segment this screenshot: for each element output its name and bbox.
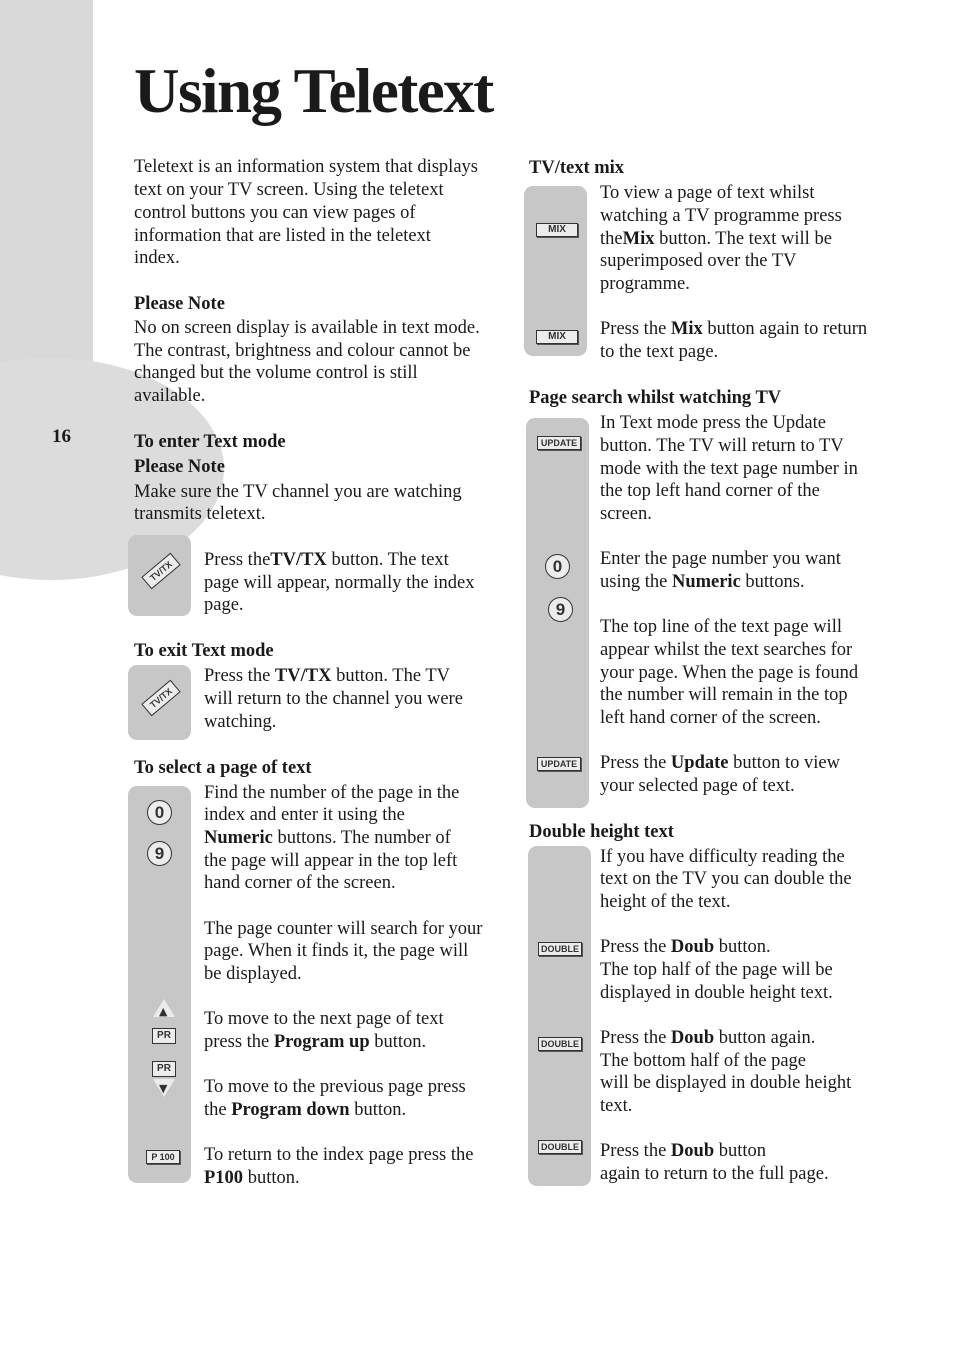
search-line: the top left hand corner of the	[600, 481, 820, 501]
double-line: The bottom half of the page	[600, 1051, 807, 1071]
double-line: text.	[600, 1096, 633, 1116]
exit-text-line: Press the TV/TX button. The TV	[204, 666, 451, 686]
enter-note-line: transmits teletext.	[134, 504, 266, 524]
select-line: be displayed.	[204, 964, 302, 984]
page-search-heading: Page search whilst watching TV	[529, 388, 782, 408]
mix-line: superimposed over the TV	[600, 251, 797, 271]
search-line: your selected page of text.	[600, 776, 795, 796]
pr-label: PR	[152, 1061, 176, 1077]
side-band	[0, 0, 93, 400]
double-line: will be displayed in double height	[600, 1073, 852, 1093]
mix-line: theMix button. The text will be	[600, 229, 832, 249]
mix-line: programme.	[600, 274, 690, 294]
double-height-heading: Double height text	[529, 822, 674, 842]
search-line: In Text mode press the Update	[600, 413, 826, 433]
double-line: If you have difficulty reading the	[600, 847, 845, 867]
search-line: Enter the page number you want	[600, 549, 841, 569]
select-line: P100 button.	[204, 1168, 300, 1188]
exit-text-mode-heading: To exit Text mode	[134, 641, 274, 661]
enter-text-mode-heading: To enter Text mode	[134, 432, 286, 452]
select-line: hand corner of the screen.	[204, 873, 396, 893]
select-line: the Program down button.	[204, 1100, 407, 1120]
enter-text-line: page will appear, normally the index	[204, 573, 475, 593]
select-page-heading: To select a page of text	[134, 758, 312, 778]
enter-text-line: page.	[204, 595, 244, 615]
search-line: screen.	[600, 504, 652, 524]
tvtx-button: TV/TX	[141, 553, 180, 590]
double-line: Press the Doub button again.	[600, 1028, 816, 1048]
intro-line: information that are listed in the teletext	[134, 226, 431, 246]
page-title: Using Teletext	[134, 56, 493, 126]
search-line: appear whilst the text searches for	[600, 640, 853, 660]
double-button: DOUBLE	[538, 1037, 582, 1051]
select-line: To return to the index page press the	[204, 1145, 474, 1165]
mix-line: watching a TV programme press	[600, 206, 842, 226]
intro-line: control buttons you can view pages of	[134, 203, 416, 223]
select-line: page. When it finds it, the page will	[204, 941, 469, 961]
exit-text-line: watching.	[204, 712, 277, 732]
double-line: The top half of the page will be	[600, 960, 833, 980]
nine-button: 9	[548, 597, 573, 622]
select-line: The page counter will search for your	[204, 919, 483, 939]
note-line: available.	[134, 386, 206, 406]
select-line: index and enter it using the	[204, 805, 405, 825]
search-line: your page. When the page is found	[600, 663, 859, 683]
search-line: Press the Update button to view	[600, 753, 840, 773]
zero-button: 0	[545, 554, 570, 579]
select-line: press the Program up button.	[204, 1032, 427, 1052]
enter-note-heading: Please Note	[134, 457, 225, 477]
select-line: the page will appear in the top left	[204, 851, 458, 871]
intro-line: index.	[134, 248, 180, 268]
select-line: To move to the previous page press	[204, 1077, 466, 1097]
nine-button: 9	[147, 841, 172, 866]
p100-button: P 100	[146, 1150, 180, 1164]
mix-line: to the text page.	[600, 342, 719, 362]
enter-text-line: Press theTV/TX button. The text	[204, 550, 449, 570]
search-line: left hand corner of the screen.	[600, 708, 821, 728]
intro-line: Teletext is an information system that displays	[134, 157, 478, 177]
mix-line: To view a page of text whilst	[600, 183, 815, 203]
note-line: The contrast, brightness and colour cannot be	[134, 341, 471, 361]
zero-button: 0	[147, 800, 172, 825]
search-line: mode with the text page number in	[600, 459, 858, 479]
select-line: Find the number of the page in the	[204, 783, 460, 803]
mix-button: MIX	[536, 330, 578, 344]
tv-text-mix-heading: TV/text mix	[529, 158, 625, 178]
update-button: UPDATE	[537, 757, 581, 771]
mix-button: MIX	[536, 223, 578, 237]
remote-strip-double	[528, 846, 591, 1186]
double-line: displayed in double height text.	[600, 983, 833, 1003]
select-line: To move to the next page of text	[204, 1009, 444, 1029]
page-number: 16	[52, 426, 71, 447]
enter-note-line: Make sure the TV channel you are watching	[134, 482, 462, 502]
down-triangle-icon: ▼	[159, 1082, 168, 1095]
exit-text-line: will return to the channel you were	[204, 689, 463, 709]
search-line: using the Numeric buttons.	[600, 572, 805, 592]
tvtx-button: TV/TX	[141, 680, 180, 717]
double-line: Press the Doub button	[600, 1141, 767, 1161]
select-line: Numeric buttons. The number of	[204, 828, 451, 848]
double-line: text on the TV you can double the	[600, 869, 852, 889]
pr-label: PR	[152, 1028, 176, 1044]
note-line: changed but the volume control is still	[134, 363, 418, 383]
double-button: DOUBLE	[538, 942, 582, 956]
double-line: again to return to the full page.	[600, 1164, 829, 1184]
up-triangle-icon: ▲	[159, 1005, 168, 1018]
search-line: The top line of the text page will	[600, 617, 842, 637]
update-button: UPDATE	[537, 436, 581, 450]
search-line: the number will remain in the top	[600, 685, 848, 705]
note-line: No on screen display is available in text mode.	[134, 318, 480, 338]
double-line: Press the Doub button.	[600, 937, 771, 957]
mix-line: Press the Mix button again to return	[600, 319, 868, 339]
search-line: button. The TV will return to TV	[600, 436, 844, 456]
double-line: height of the text.	[600, 892, 731, 912]
intro-line: text on your TV screen. Using the teletext	[134, 180, 444, 200]
double-button: DOUBLE	[538, 1140, 582, 1154]
please-note-heading: Please Note	[134, 294, 225, 314]
